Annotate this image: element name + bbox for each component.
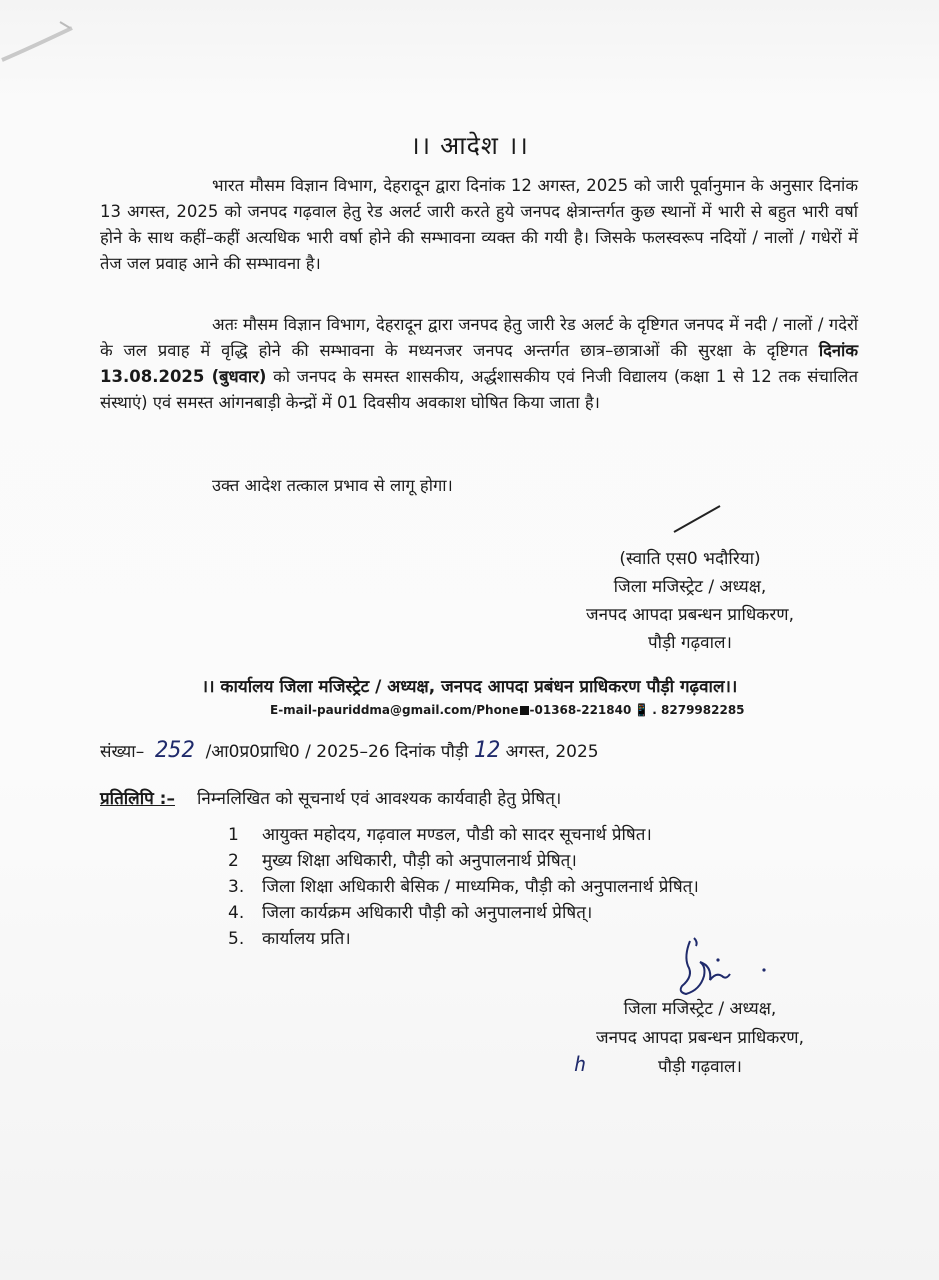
signatory-designation: जिला मजिस्ट्रेट / अध्यक्ष, xyxy=(613,577,767,597)
signature-block-2 xyxy=(560,995,840,1082)
order-paragraph-2 xyxy=(100,312,858,416)
order-paragraph-3: उक्त आदेश तत्काल प्रभाव से लागू होगा। xyxy=(212,476,453,495)
reference-code: /आ0प्र0प्राधि0 / 2025–26 दिनांक पौड़ी xyxy=(205,742,469,762)
list-item xyxy=(228,874,828,900)
signatory-authority: जनपद आपदा प्रबन्धन प्राधिकरण, xyxy=(595,1028,805,1048)
phone-icon xyxy=(520,706,529,715)
email-phone-text: E-mail-pauriddma@gmail.com/Phone xyxy=(270,703,519,717)
list-item xyxy=(228,822,828,848)
reference-line xyxy=(100,738,860,763)
order-paragraph-1-text: भारत मौसम विज्ञान विभाग, देहरादून द्वारा दिनांक 12 अगस्त, 2025 को जारी पूर्वानुमान के अनुसार दिनांक 13 अगस्त, 2025 को जनपद गढ़वाल हेतु रेड अलर्ट जारी करते हुये जनपद क्षेत्रान्तर्गत कुछ स्थानों में भारी से बहुत भारी वर्षा होने के साथ कहीं–कहीं अत्यधिक भारी वर्षा होने की सम्भावना व्यक्त की गयी है। जिसके फलस्वरूप नदियों / नालों / गधेरों में तेज जल प्रवाह आने की सम्भावना है। xyxy=(100,176,858,273)
handwritten-initial: h xyxy=(574,1052,587,1076)
list-item-number: 5. xyxy=(228,929,245,949)
signatory-place: पौड़ी गढ़वाल। xyxy=(658,1057,742,1077)
holiday-date: दिनांक 13.08.2025 (बुधवार) xyxy=(100,341,858,386)
signatory-designation: जिला मजिस्ट्रेट / अध्यक्ष, xyxy=(623,999,777,1019)
list-item-text: कार्यालय प्रति। xyxy=(262,929,351,949)
handwritten-number: 252 xyxy=(155,738,195,763)
list-item-text: आयुक्त महोदय, गढ़वाल मण्डल, पौडी को सादर सूचनार्थ प्रेषित। xyxy=(262,825,652,845)
paper-corner-mark xyxy=(0,10,80,70)
landline-number: -01368-221840 xyxy=(529,703,632,717)
signatory-place: पौड़ी गढ़वाल। xyxy=(648,633,732,653)
handwritten-date: 12 xyxy=(473,738,501,763)
copy-label: प्रतिलिपि :– xyxy=(100,789,175,809)
reference-month-year: अगस्त, 2025 xyxy=(505,742,599,762)
mobile-icon: 📱 xyxy=(634,703,650,717)
signatory-name: (स्वाति एस0 भदौरिया) xyxy=(619,549,761,569)
list-item xyxy=(228,848,828,874)
copy-to-line xyxy=(100,786,860,809)
contact-line xyxy=(270,703,790,717)
distribution-list xyxy=(228,822,828,952)
list-item-text: जिला कार्यक्रम अधिकारी पौड़ी को अनुपालनार्थ प्रेषित्। xyxy=(262,903,593,923)
signature-stroke xyxy=(668,498,728,538)
list-item-number: 4. xyxy=(228,903,245,923)
order-paragraph-2-text-a: अतः मौसम विज्ञान विभाग, देहरादून द्वारा जनपद हेतु जारी रेड अलर्ट के दृष्टिगत जनपद में नदी / नालों / गदेरों के जल प्रवाह में वृद्धि होने की सम्भावना के मध्यनजर जनपद अन्तर्गत छात्र–छात्राओं की सुरक्षा के दृष्टिगत xyxy=(100,315,858,360)
order-paragraph-1 xyxy=(100,173,858,277)
list-item xyxy=(228,900,828,926)
mobile-number: . 8279982285 xyxy=(652,703,745,717)
order-paragraph-2-text-b: को जनपद के समस्त शासकीय, अर्द्धशासकीय एवं निजी विद्यालय (कक्षा 1 से 12 तक संचालित संस्थाएं) एवं समस्त आंगनबाड़ी केन्द्रों में 01 दिवसीय अवकाश घोषित किया जाता है। xyxy=(100,367,858,412)
list-item-text: मुख्य शिक्षा अधिकारी, पौड़ी को अनुपालनार्थ प्रेषित्। xyxy=(262,851,577,871)
signature-block-1 xyxy=(540,545,840,657)
order-title: ।। आदेश ।। xyxy=(410,131,529,160)
list-item-number: 2 xyxy=(228,851,239,871)
reference-label: संख्या– xyxy=(100,742,145,762)
list-item-number: 3. xyxy=(228,877,245,897)
office-header: ।। कार्यालय जिला मजिस्ट्रेट / अध्यक्ष, जनपद आपदा प्रबंधन प्राधिकरण पौड़ी गढ़वाल।। xyxy=(201,677,738,697)
signatory-authority: जनपद आपदा प्रबन्धन प्राधिकरण, xyxy=(585,605,795,625)
list-item-text: जिला शिक्षा अधिकारी बेसिक / माध्यमिक, पौड़ी को अनुपालनार्थ प्रेषित्। xyxy=(262,877,699,897)
copy-text: निम्नलिखित को सूचनार्थ एवं आवश्यक कार्यवाही हेतु प्रेषित्। xyxy=(196,789,562,809)
list-item-number: 1 xyxy=(228,825,239,845)
